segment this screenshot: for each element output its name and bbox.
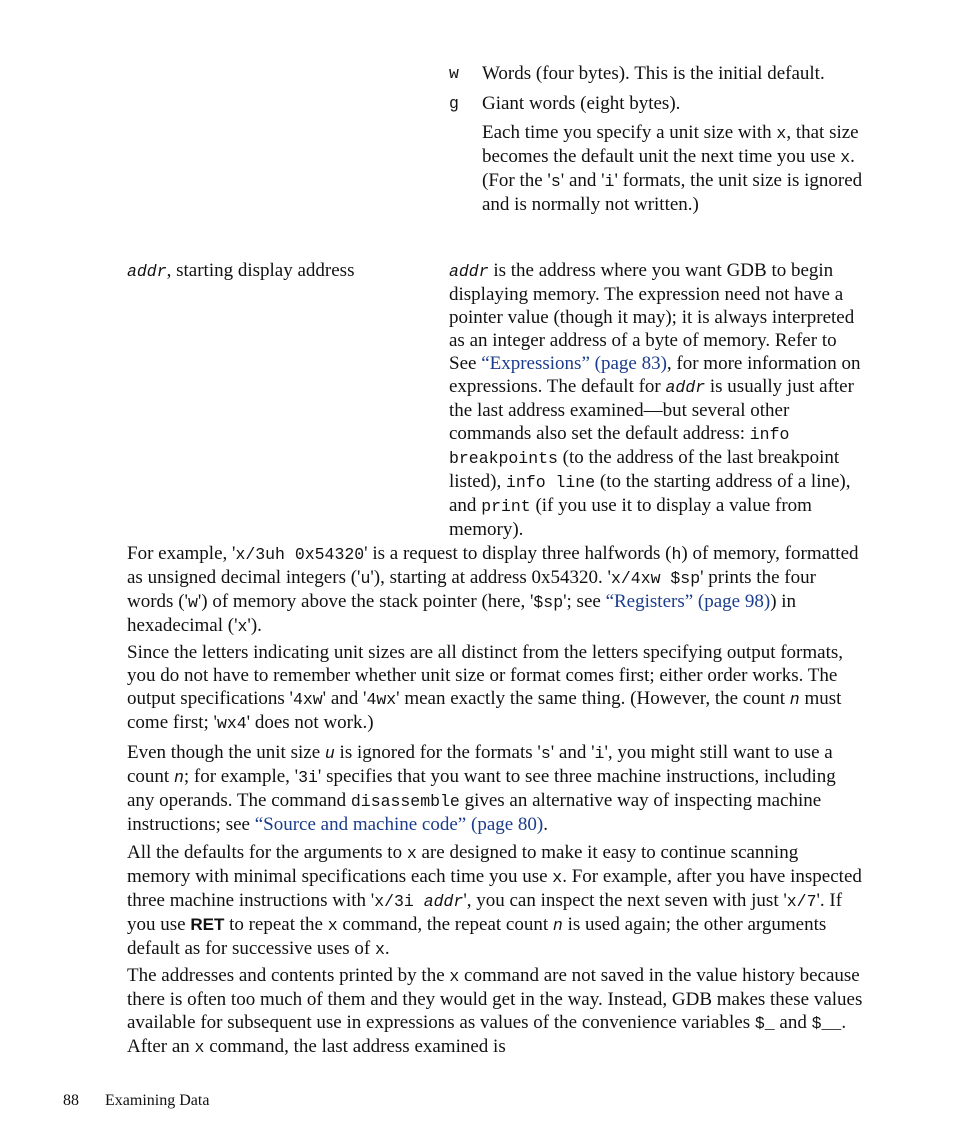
code: x [194,1038,205,1057]
definition-term-addr [127,259,427,283]
code: addr [423,892,464,911]
code: x [776,124,787,143]
code: 3i [298,768,318,787]
text: ' specifies that you want to see three machine instructions, including any operands. The command [127,766,836,811]
code: x/3i [374,892,424,911]
text: (to the starting address of a line), and [449,471,851,516]
code: 4xw [292,690,323,709]
code: i [604,172,615,191]
text: '. If you use [127,890,843,935]
definition-description-addr [449,259,864,541]
code: x/7 [786,892,817,911]
text: to repeat the [224,914,328,935]
code: $__ [811,1014,842,1033]
text: , that size becomes the default unit the next time you use [482,122,859,167]
text: All the defaults for the arguments to [127,842,407,863]
paragraph-defaults [127,841,864,961]
paragraph-count [127,741,864,836]
section-title: Examining Data [105,1092,210,1109]
code: disassemble [350,792,460,811]
text: is usually just after the last address examined—but several other commands also set the default address: [449,376,854,444]
text: , for more information on expressions. The default for [449,353,861,397]
text: Each time you specify a unit size with [482,122,777,143]
code: i [594,744,605,763]
text: ' and ' [322,688,367,709]
page-number: 88 [63,1092,79,1109]
text: gives an alternative way of inspecting machine instructions; see [127,790,822,835]
text: . [384,938,390,959]
text: ' prints the four words (' [127,567,816,612]
text: ') of memory above the stack pointer (here, ' [197,591,534,612]
code: x [552,868,563,887]
text: command, the last address examined is [204,1036,506,1057]
code: n [173,768,184,787]
text: command are not saved in the value history because there is often too much of them and they would get in the way. Instead, GDB makes these values available for subsequent use in expressions as values of the convenience variables [127,965,863,1033]
code: s [550,172,561,191]
text: '). [247,615,262,636]
paragraph-example [127,542,864,638]
text: (to the address of the last breakpoint listed), [449,447,840,492]
code: addr [127,262,167,281]
text: ' formats, the unit size is ignored and is normally not written.) [482,170,863,215]
text: (if you use it to display a value from memory). [449,495,812,540]
unit-description: Giant words (eight bytes). [482,93,681,114]
text: The addresses and contents printed by the [127,965,450,986]
code: addr [665,378,706,397]
text: must come first; ' [127,688,842,733]
text: . [543,814,549,835]
code: info breakpoints [449,425,790,468]
text: '), starting at address 0x54320. ' [370,567,611,588]
page-footer [63,1092,209,1110]
text: ) of memory, formatted as unsigned decimal integers (' [127,543,859,588]
text: is used again; the other arguments default as for successive uses of [127,914,827,959]
text: For example, ' [127,543,236,564]
unit-description: Words (four bytes). This is the initial default. [482,63,825,84]
code: x [327,916,338,935]
unit-size-note [482,121,867,216]
code: x [406,844,417,863]
text: Even though the unit size [127,742,325,763]
text: ; for example, ' [183,766,299,787]
code: x/4xw $sp [610,569,701,588]
code: w [187,593,198,612]
unit-key: w [449,64,459,83]
link-expressions[interactable]: “Expressions” (page 83) [481,353,667,374]
text: ' and ' [550,742,595,763]
text: and [774,1012,812,1033]
code: $_ [754,1014,775,1033]
code: print [481,497,531,516]
code: h [671,545,682,564]
code: addr [449,262,489,281]
text: Since the letters indicating unit sizes are all distinct from the letters specifying output formats, you do not have to remember whether unit size or format comes first; either order works. The output specifications ' [127,642,844,709]
text: ', you might still want to use a count [127,742,833,787]
text: command, the repeat count [337,914,553,935]
code: x [449,967,460,986]
text: are designed to make it easy to continue scanning memory with minimal specifications each time you use [127,842,799,887]
paragraph-value-history [127,964,864,1059]
text: . For example, after you have inspected three machine instructions with ' [127,866,862,911]
text: '; see [563,591,606,612]
text: ' and ' [560,170,605,191]
text: . (For the ' [482,146,855,191]
text: , starting display address [166,260,355,281]
code: x/3uh 0x54320 [235,545,365,564]
code: u [360,569,371,588]
text: is the address where you want GDB to begin displaying memory. The expression need not have a pointer value (though it may); it is always interpreted as an integer address of a byte of memory. Refer to See [449,260,855,374]
code: u [324,744,335,763]
unit-key: g [449,94,459,113]
link-source-machine-code[interactable]: “Source and machine code” (page 80) [254,814,544,835]
text: ) in hexadecimal (' [127,591,797,636]
code: n [789,690,800,709]
paragraph-unit-order [127,641,864,735]
code: x [237,617,248,636]
code: info line [506,473,596,492]
key-ret: RET [190,915,225,934]
text: is ignored for the formats ' [334,742,541,763]
text: ' mean exactly the same thing. (However, the count [396,688,790,709]
code: x [374,940,385,959]
text: ', you can inspect the next seven with just ' [463,890,787,911]
code: wx4 [216,714,247,733]
text: . After an [127,1012,847,1057]
link-registers[interactable]: “Registers” (page 98) [605,591,771,612]
code: $sp [533,593,564,612]
code: n [552,916,563,935]
text: ' is a request to display three halfwords ( [364,543,672,564]
code: 4wx [366,690,397,709]
text: ' does not work.) [246,712,374,733]
code: x [840,148,851,167]
code: s [540,744,551,763]
